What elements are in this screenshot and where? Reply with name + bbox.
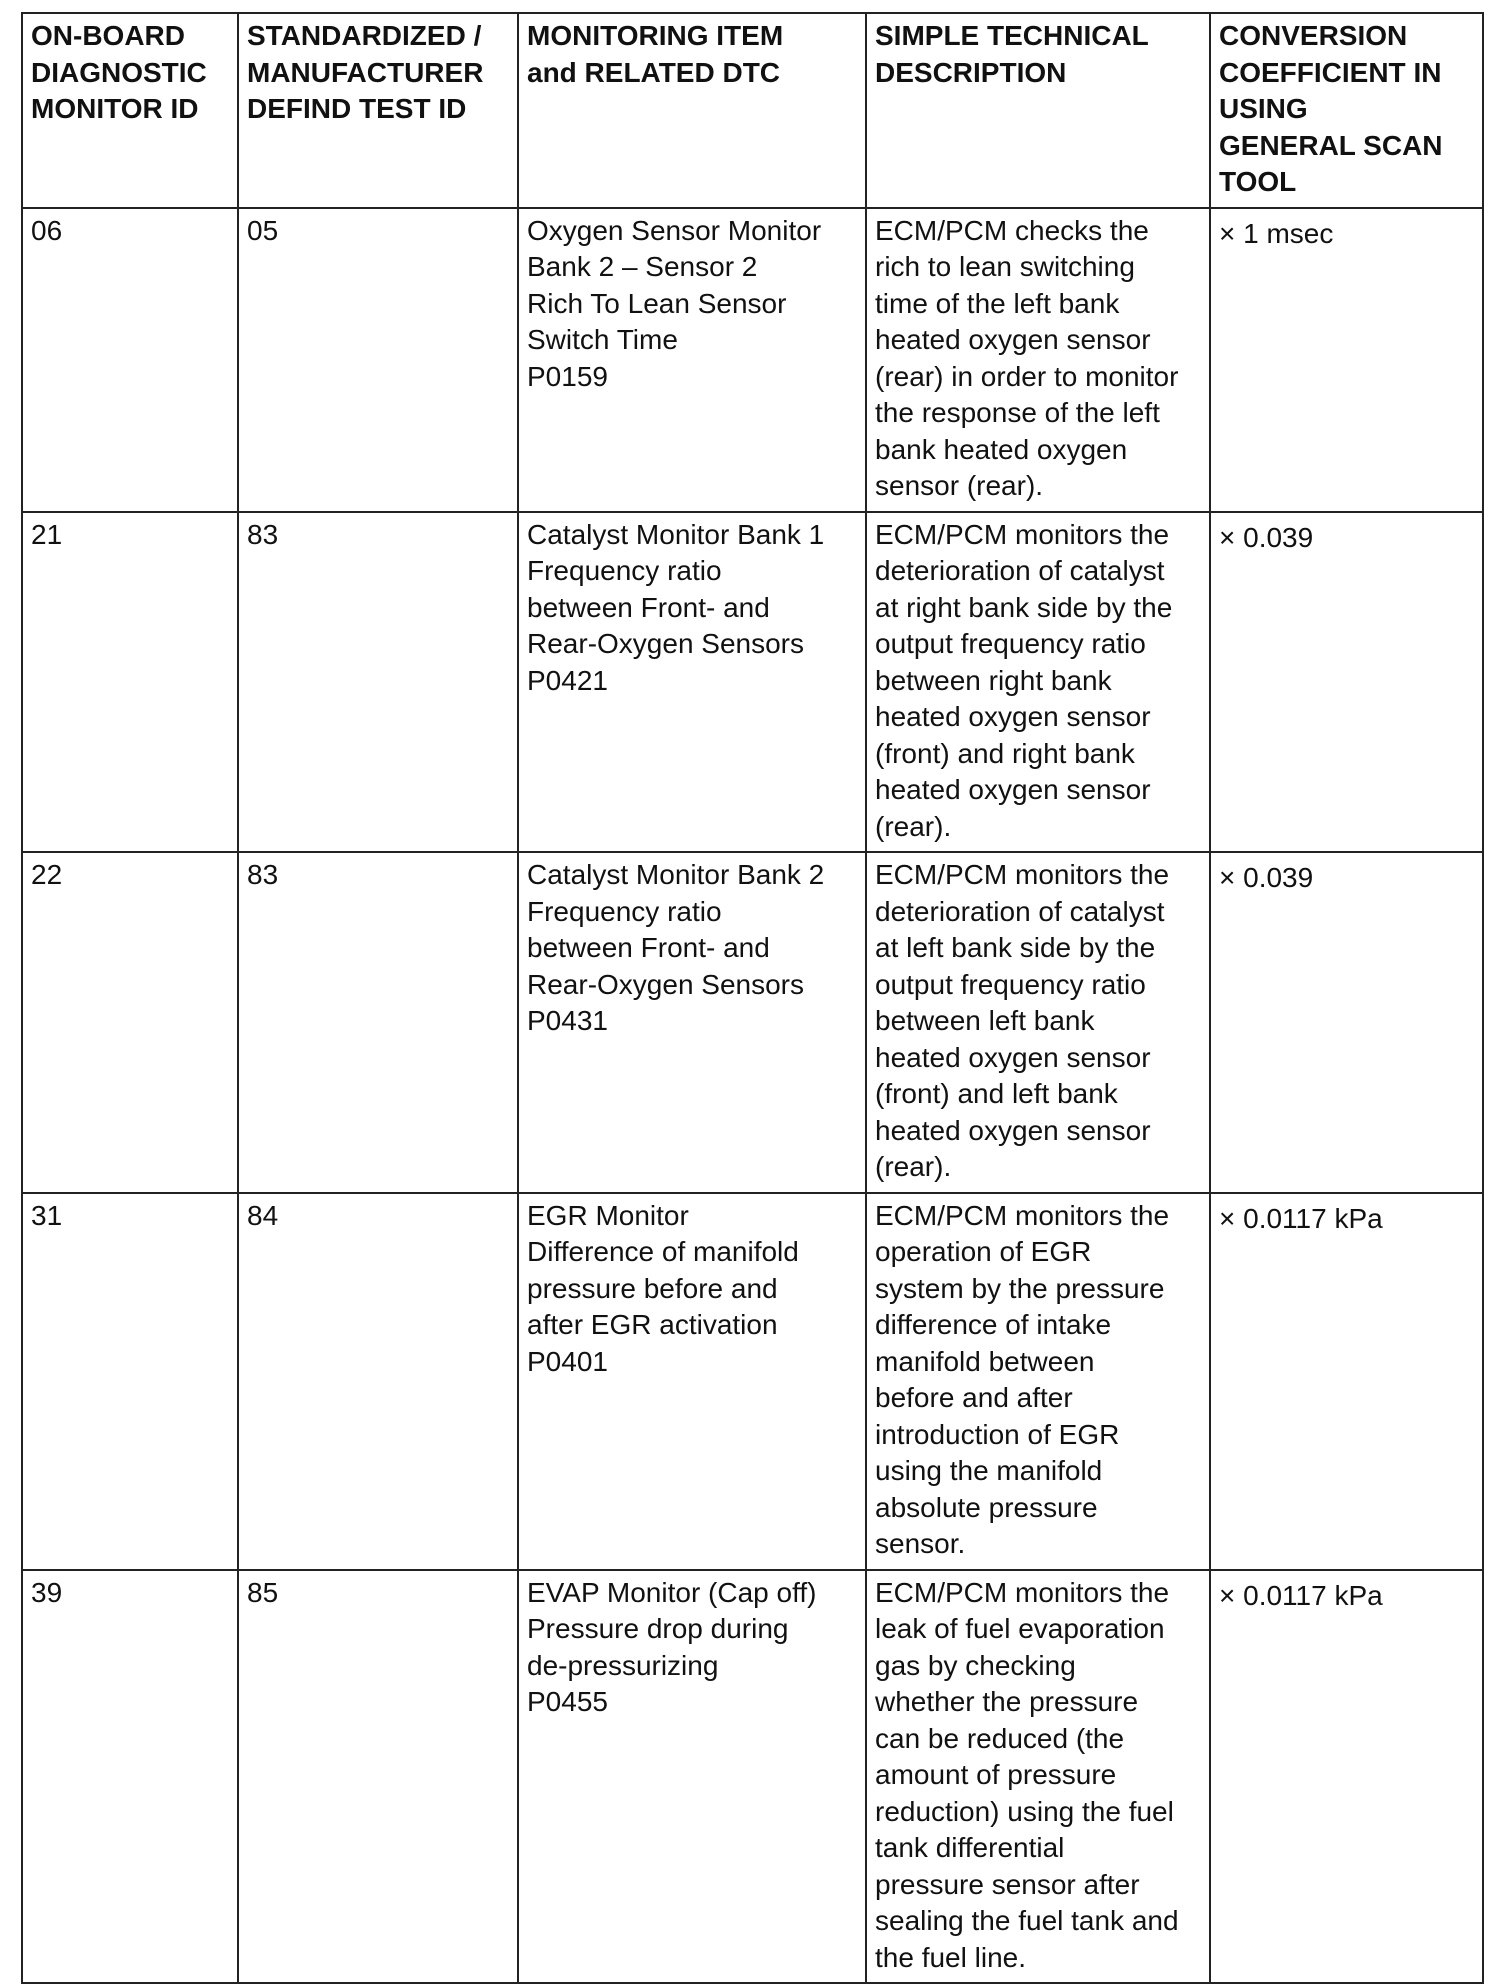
header-test-id — [238, 13, 518, 208]
description-line: at right bank side by the — [875, 591, 1173, 623]
header-monitoring-item — [518, 13, 866, 208]
header-line: CONVERSION — [1219, 20, 1408, 51]
description-line: (front) and right bank — [875, 737, 1135, 769]
table-row — [22, 208, 1483, 512]
description-line: deterioration of catalyst — [875, 895, 1165, 927]
description-cell — [866, 512, 1210, 853]
dtc-code: P0455 — [527, 1686, 608, 1717]
coefficient-cell — [1210, 1570, 1483, 1984]
description-line: using the manifold — [875, 1455, 1103, 1486]
description-line: (rear) in order to monitor — [875, 360, 1179, 392]
coefficient-value: × 0.039 — [1219, 521, 1314, 553]
item-line: between Front- and — [527, 591, 770, 623]
test-id-cell: 85 — [238, 1570, 518, 1984]
description-line: whether the pressure — [875, 1686, 1139, 1717]
description-line: (rear). — [875, 1151, 952, 1182]
monitor-id-cell: 06 — [22, 208, 238, 512]
description-line: rich to lean switching — [875, 251, 1135, 282]
description-line: (front) and left bank — [875, 1078, 1118, 1109]
header-line: SIMPLE TECHNICAL — [875, 20, 1149, 51]
description-line: deterioration of catalyst — [875, 555, 1165, 586]
description-line: between left bank — [875, 1005, 1095, 1036]
item-line: de-pressurizing — [527, 1649, 719, 1681]
coefficient-cell — [1210, 1193, 1483, 1570]
description-line: (rear). — [875, 810, 952, 842]
coefficient-value: × 0.0117 kPa — [1219, 1202, 1383, 1234]
item-line: Oxygen Sensor Monitor — [527, 214, 822, 246]
coefficient-cell — [1210, 852, 1483, 1193]
description-line: operation of EGR — [875, 1236, 1092, 1267]
description-line: gas by checking — [875, 1649, 1076, 1681]
item-line: Rich To Lean Sensor — [527, 287, 787, 319]
description-line: sealing the fuel tank and — [875, 1905, 1179, 1936]
table-row — [22, 1193, 1483, 1570]
description-line: heated oxygen sensor — [875, 324, 1151, 355]
description-line: ECM/PCM monitors the — [875, 518, 1170, 550]
description-line: system by the pressure — [875, 1272, 1165, 1304]
description-line: output frequency ratio — [875, 968, 1146, 1000]
coefficient-cell — [1210, 512, 1483, 853]
item-line: Bank 2 – Sensor 2 — [527, 251, 758, 282]
description-line: leak of fuel evaporation — [875, 1613, 1165, 1644]
header-conversion-coefficient — [1210, 13, 1483, 208]
description-line: sensor. — [875, 1528, 966, 1559]
item-line: Rear-Oxygen Sensors — [527, 628, 805, 659]
table-row — [22, 852, 1483, 1193]
description-line: amount of pressure — [875, 1759, 1117, 1790]
description-line: tank differential — [875, 1832, 1065, 1863]
monitor-id-cell: 22 — [22, 852, 238, 1193]
header-line: DESCRIPTION — [875, 56, 1067, 88]
test-id-cell: 05 — [238, 208, 518, 512]
header-line: COEFFICIENT IN — [1219, 56, 1442, 88]
monitor-id-cell: 21 — [22, 512, 238, 853]
description-line: at left bank side by the — [875, 932, 1156, 963]
item-line: Rear-Oxygen Sensors — [527, 968, 805, 1000]
item-line: between Front- and — [527, 932, 770, 963]
table-row — [22, 1570, 1483, 1984]
header-line: STANDARDIZED / — [247, 20, 482, 51]
item-line: Catalyst Monitor Bank 1 — [527, 518, 825, 550]
description-line: ECM/PCM monitors the — [875, 1576, 1170, 1608]
description-line: can be reduced (the — [875, 1722, 1125, 1754]
test-id-cell: 83 — [238, 852, 518, 1193]
coefficient-cell — [1210, 208, 1483, 512]
header-monitor-id — [22, 13, 238, 208]
header-description — [866, 13, 1210, 208]
header-line: MONITORING ITEM — [527, 20, 784, 51]
item-line: Frequency ratio — [527, 895, 722, 927]
item-line: Switch Time — [527, 324, 678, 355]
dtc-code: P0421 — [527, 664, 608, 696]
item-line: EGR Monitor — [527, 1199, 689, 1231]
monitoring-item-cell — [518, 208, 866, 512]
description-line: sensor (rear). — [875, 470, 1044, 501]
table-row — [22, 512, 1483, 853]
description-line: ECM/PCM checks the — [875, 214, 1149, 246]
description-line: manifold between — [875, 1345, 1095, 1377]
description-line: ECM/PCM monitors the — [875, 1199, 1170, 1231]
header-line: DIAGNOSTIC — [31, 56, 207, 88]
monitoring-item-cell — [518, 1193, 866, 1570]
header-row — [22, 13, 1483, 208]
description-line: introduction of EGR — [875, 1418, 1120, 1450]
dtc-code: P0401 — [527, 1345, 608, 1377]
header-line: TOOL — [1219, 166, 1297, 197]
description-line: heated oxygen sensor — [875, 774, 1151, 805]
description-line: the fuel line. — [875, 1941, 1026, 1973]
coefficient-value: × 0.0117 kPa — [1219, 1579, 1383, 1611]
description-cell — [866, 208, 1210, 512]
description-cell — [866, 852, 1210, 1193]
header-line: and RELATED DTC — [527, 56, 781, 88]
description-line: pressure sensor after — [875, 1868, 1140, 1900]
description-line: absolute pressure — [875, 1491, 1098, 1523]
obd-monitor-table — [21, 12, 1484, 1984]
item-line: after EGR activation — [527, 1309, 778, 1340]
header-line: ON-BOARD — [31, 20, 185, 51]
description-line: ECM/PCM monitors the — [875, 859, 1170, 890]
item-line: Catalyst Monitor Bank 2 — [527, 859, 825, 890]
description-line: difference of intake — [875, 1309, 1112, 1340]
item-line: Frequency ratio — [527, 555, 722, 586]
header-line: USING — [1219, 93, 1308, 124]
description-line: between right bank — [875, 664, 1112, 696]
dtc-code: P0431 — [527, 1005, 608, 1036]
item-line: Pressure drop during — [527, 1613, 789, 1644]
item-line: EVAP Monitor (Cap off) — [527, 1576, 817, 1608]
item-line: pressure before and — [527, 1272, 778, 1304]
monitor-id-cell: 31 — [22, 1193, 238, 1570]
description-line: heated oxygen sensor — [875, 701, 1151, 732]
description-line: bank heated oxygen — [875, 433, 1128, 465]
description-cell — [866, 1193, 1210, 1570]
header-line: MANUFACTURER — [247, 56, 484, 88]
description-line: heated oxygen sensor — [875, 1041, 1151, 1073]
test-id-cell: 83 — [238, 512, 518, 853]
coefficient-value: × 0.039 — [1219, 862, 1314, 893]
monitoring-item-cell — [518, 852, 866, 1193]
description-line: output frequency ratio — [875, 628, 1146, 659]
item-line: Difference of manifold — [527, 1236, 799, 1267]
description-line: the response of the left — [875, 397, 1160, 428]
monitor-id-cell: 39 — [22, 1570, 238, 1984]
header-line: GENERAL SCAN — [1219, 129, 1443, 161]
header-line: DEFIND TEST ID — [247, 93, 467, 124]
description-line: reduction) using the fuel — [875, 1795, 1174, 1827]
header-line: MONITOR ID — [31, 93, 199, 124]
description-cell — [866, 1570, 1210, 1984]
description-line: time of the left bank — [875, 287, 1120, 319]
description-line: heated oxygen sensor — [875, 1114, 1151, 1146]
monitoring-item-cell — [518, 512, 866, 853]
description-line: before and after — [875, 1382, 1073, 1413]
monitoring-item-cell — [518, 1570, 866, 1984]
dtc-code: P0159 — [527, 360, 608, 392]
coefficient-value: × 1 msec — [1219, 217, 1334, 249]
test-id-cell: 84 — [238, 1193, 518, 1570]
